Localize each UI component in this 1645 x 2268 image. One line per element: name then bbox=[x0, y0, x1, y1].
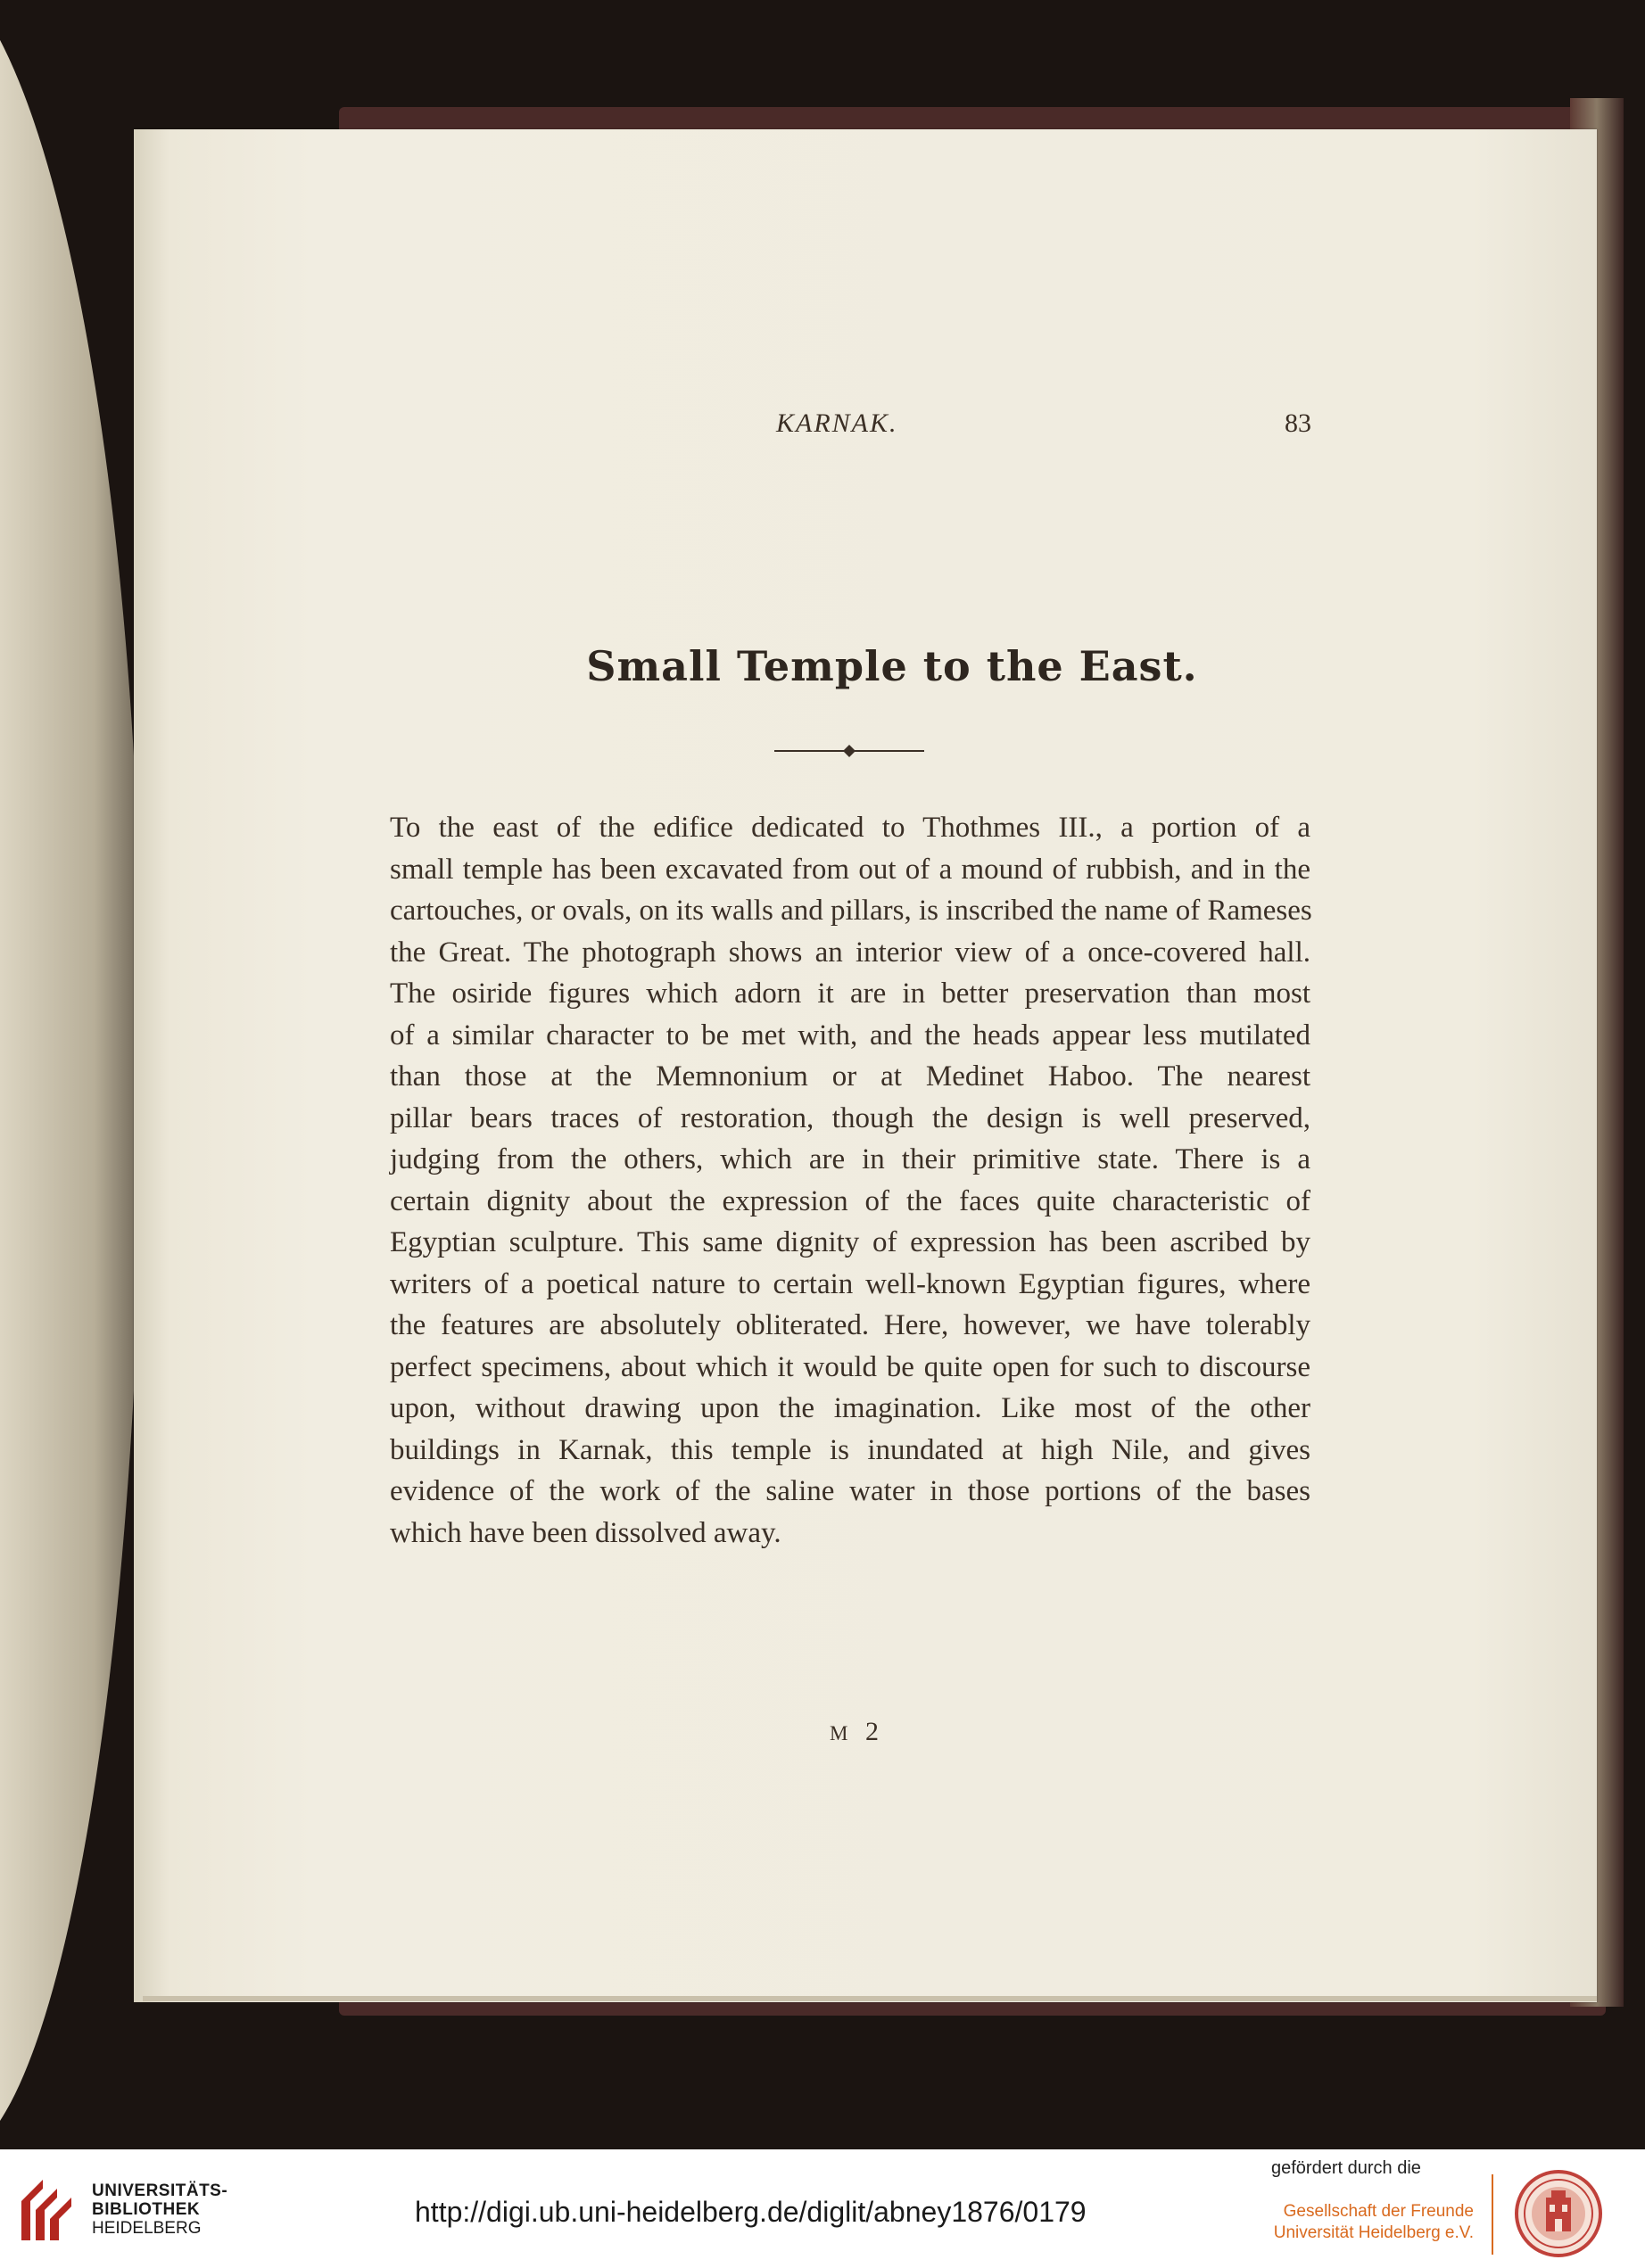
body-text-line: of a similar character to be met with, and the heads appear less mutilated bbox=[390, 1019, 1310, 1052]
signature-number: 2 bbox=[864, 1717, 884, 1746]
body-text-line: Egyptian sculpture. This same dignity of expression has been ascribed by bbox=[390, 1226, 1310, 1258]
library-name-line1: UNIVERSITÄTS- bbox=[92, 2181, 228, 2200]
body-text-line: than those at the Memnonium or at Medinet Haboo. The nearest bbox=[390, 1060, 1310, 1093]
sponsor-intro: gefördert durch die bbox=[1271, 2158, 1421, 2178]
running-head bbox=[776, 408, 1311, 453]
body-text-line: the features are absolutely obliterated. Here, however, we have tolerably bbox=[390, 1309, 1310, 1341]
viewer-footer bbox=[0, 2149, 1645, 2268]
body-text-line: judging from the others, which are in their primitive state. There is a bbox=[390, 1143, 1310, 1175]
signature-mark bbox=[830, 1717, 884, 1747]
permalink-url[interactable]: http://digi.ub.uni-heidelberg.de/diglit/abney1876/0179 bbox=[415, 2196, 1087, 2228]
body-text-line: upon, without drawing upon the imagination. Like most of the other bbox=[390, 1392, 1310, 1424]
page-number: 83 bbox=[1285, 408, 1311, 438]
body-text bbox=[390, 807, 1310, 1554]
footer-divider bbox=[1492, 2174, 1493, 2255]
body-text-line: certain dignity about the expression of the faces quite characteristic of bbox=[390, 1184, 1310, 1217]
library-name bbox=[92, 2181, 227, 2238]
body-text-line: writers of a poetical nature to certain well-known Egyptian figures, where bbox=[390, 1267, 1310, 1300]
body-text-line: To the east of the edifice dedicated to Thothmes III., a portion of a bbox=[390, 812, 1310, 844]
signature-letter: M bbox=[830, 1722, 854, 1744]
title-ornament-rule bbox=[774, 742, 924, 760]
body-text-line: which have been dissolved away. bbox=[390, 1516, 781, 1549]
body-text-line: cartouches, or ovals, on its walls and pillars, is inscribed the name of Rameses bbox=[390, 895, 1312, 927]
body-text-line: pillar bears traces of restoration, though the design is well preserved, bbox=[390, 1101, 1310, 1134]
university-seal-icon bbox=[1514, 2169, 1603, 2258]
body-text-line: evidence of the work of the saline water in those portions of the bases bbox=[390, 1475, 1310, 1507]
running-title: KARNAK. bbox=[776, 408, 898, 438]
sponsor-name-line1: Gesellschaft der Freunde bbox=[1283, 2202, 1474, 2221]
body-text-line: perfect specimens, about which it would be quite open for such to discourse bbox=[390, 1350, 1310, 1383]
facing-page-curl bbox=[0, 0, 143, 2149]
body-text-line: the Great. The photograph shows an interior view of a once-covered hall. bbox=[390, 936, 1310, 969]
body-text-line: small temple has been excavated from out of a mound of rubbish, and in the bbox=[390, 853, 1310, 886]
library-name-line3: HEIDELBERG bbox=[92, 2219, 202, 2238]
body-text-line: The osiride figures which adorn it are in better preservation than most bbox=[390, 977, 1310, 1010]
chapter-title: Small Temple to the East. bbox=[586, 642, 1198, 690]
page-bottom-edge bbox=[143, 1996, 1597, 2001]
body-text-line: buildings in Karnak, this temple is inundated at high Nile, and gives bbox=[390, 1433, 1310, 1466]
sponsor-name-line2: Universität Heidelberg e.V. bbox=[1273, 2223, 1474, 2242]
library-name-line2: BIBLIOTHEK bbox=[92, 2200, 201, 2219]
sponsor-name bbox=[1195, 2201, 1474, 2244]
library-logo-icon bbox=[16, 2174, 80, 2246]
